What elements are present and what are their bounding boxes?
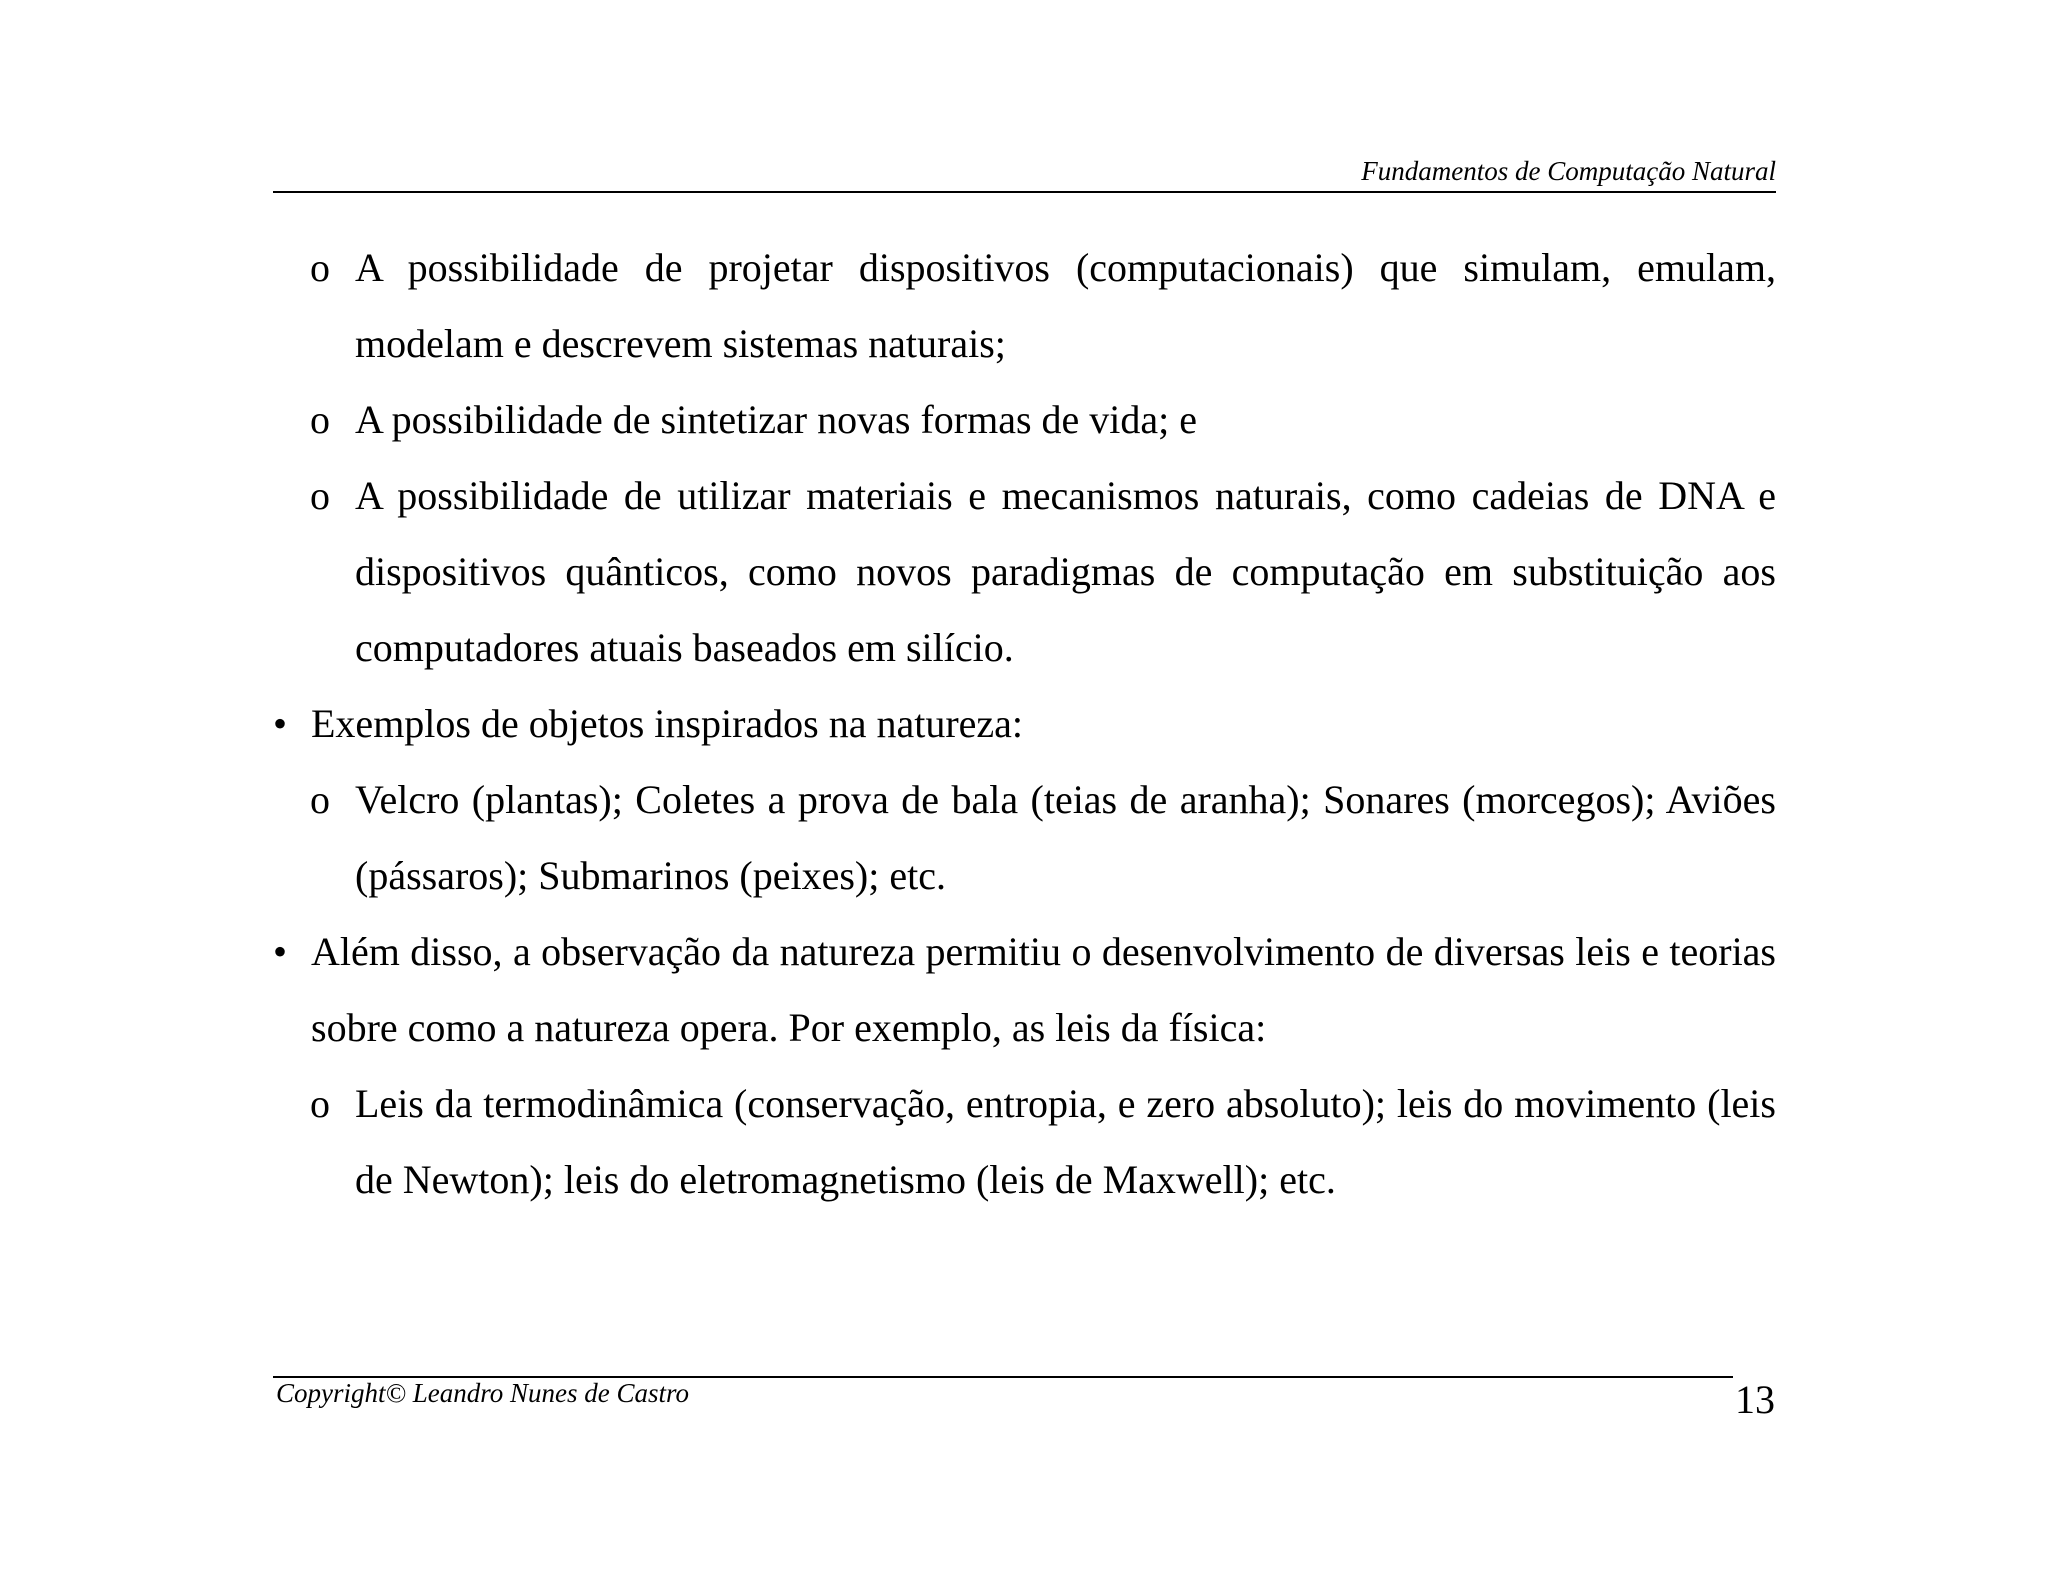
item-text: Além disso, a observação da natureza permitiu o desenvolvimento de diversas leis e teorias sobre como a natureza opera. Por exemplo, as leis da física: <box>311 929 1776 1050</box>
bullet-marker: • <box>273 929 288 974</box>
sub-bullet-item <box>273 230 1776 382</box>
document-body <box>273 230 1776 1218</box>
bullet-item <box>273 686 1776 762</box>
item-text: A possibilidade de sintetizar novas formas de vida; e <box>355 397 1198 442</box>
item-text: Leis da termodinâmica (conservação, entropia, e zero absoluto); leis do movimento (leis de Newton); leis do eletromagnetismo (leis de Maxwell); etc. <box>355 1081 1776 1202</box>
sub-bullet-item <box>273 458 1776 686</box>
bullet-item <box>273 914 1776 1066</box>
header-rule <box>273 191 1776 193</box>
footer-copyright: Copyright© Leandro Nunes de Castro <box>276 1378 690 1408</box>
sub-bullet-marker: o <box>310 397 330 442</box>
sub-bullet-marker: o <box>310 777 330 822</box>
item-text: A possibilidade de utilizar materiais e mecanismos naturais, como cadeias de DNA e dispositivos quânticos, como novos paradigmas de computação em substituição aos computadores atuais baseados em silício. <box>355 473 1776 670</box>
bullet-marker: • <box>273 701 288 746</box>
running-header: Fundamentos de Computação Natural <box>1361 156 1776 186</box>
sub-bullet-marker: o <box>310 1081 330 1126</box>
sub-bullet-marker: o <box>310 245 330 290</box>
sub-bullet-item <box>273 762 1776 914</box>
sub-bullet-item <box>273 382 1776 458</box>
item-text: Exemplos de objetos inspirados na natureza: <box>311 701 1024 746</box>
item-text: Velcro (plantas); Coletes a prova de bala (teias de aranha); Sonares (morcegos); Aviões (pássaros); Submarinos (peixes); etc. <box>355 777 1776 898</box>
page-number: 13 <box>1735 1377 1775 1422</box>
sub-bullet-item <box>273 1066 1776 1218</box>
item-text: A possibilidade de projetar dispositivos (computacionais) que simulam, emulam, modelam e descrevem sistemas naturais; <box>355 245 1776 366</box>
sub-bullet-marker: o <box>310 473 330 518</box>
